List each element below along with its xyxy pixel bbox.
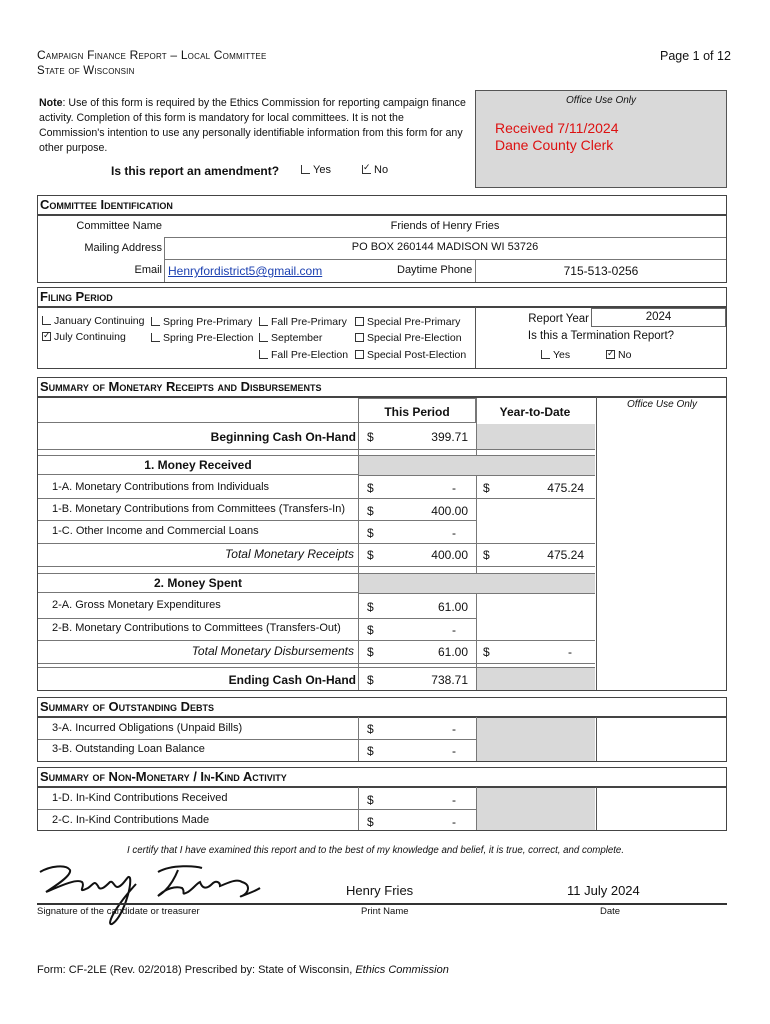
date-label: Date	[600, 906, 621, 917]
beginning-cash-value[interactable]: 399.71	[431, 430, 468, 444]
note-paragraph	[39, 96, 469, 156]
checkbox-icon[interactable]	[355, 350, 364, 359]
date-value[interactable]: 11 July 2024	[567, 883, 640, 898]
print-name-value[interactable]: Henry Fries	[346, 883, 414, 898]
committee-name-field[interactable]: Friends of Henry Fries	[390, 220, 500, 232]
email-label: Email	[134, 264, 162, 276]
summary-section-title: Summary of Monetary Receipts and Disbursements	[40, 379, 322, 394]
money-spent-title: 2. Money Spent	[153, 576, 242, 590]
row-2c-label: 2-C. In-Kind Contributions Made	[52, 814, 210, 826]
amendment-no[interactable]	[362, 164, 388, 176]
ytd-shaded-cell	[477, 424, 595, 449]
total-receipts-period[interactable]: 400.00	[431, 548, 468, 562]
filing-option-special-election[interactable]: Special Pre-Election	[355, 332, 462, 344]
row-1c-label: 1-C. Other Income and Commercial Loans	[52, 525, 259, 537]
checkbox-checked-icon[interactable]	[606, 350, 615, 359]
currency-symbol: $	[367, 481, 374, 495]
amendment-yes[interactable]	[301, 164, 331, 176]
row-1d-label: 1-D. In-Kind Contributions Received	[52, 792, 228, 804]
mailing-address-field[interactable]: PO BOX 260144 MADISON WI 53726	[351, 241, 539, 253]
currency-symbol: $	[367, 815, 374, 829]
filing-option-january[interactable]: January Continuing	[42, 315, 144, 327]
currency-symbol: $	[367, 504, 374, 518]
currency-symbol: $	[367, 793, 374, 807]
page-number: Page 1 of 12	[660, 49, 731, 63]
filing-option-special-post[interactable]: Special Post-Election	[355, 349, 466, 361]
termination-yes[interactable]: Yes	[541, 349, 570, 361]
money-received-title: 1. Money Received	[144, 458, 252, 472]
row-2b-period[interactable]: -	[452, 623, 456, 637]
filing-option-spring-election[interactable]: Spring Pre-Election	[151, 332, 253, 344]
currency-symbol: $	[367, 548, 374, 562]
currency-symbol: $	[367, 722, 374, 736]
daytime-phone-field[interactable]: 715-513-0256	[563, 264, 639, 278]
filing-option-september[interactable]: September	[259, 332, 322, 344]
beginning-cash-label: Beginning Cash On-Hand	[210, 430, 356, 444]
row-1b-period[interactable]: 400.00	[431, 504, 468, 518]
currency-symbol: $	[367, 600, 374, 614]
footer-form-text: Form: CF-2LE (Rev. 02/2018) Prescribed by: State of Wisconsin,	[37, 964, 356, 976]
ytd-shaded-cell	[477, 668, 595, 690]
row-3b-value[interactable]: -	[452, 744, 456, 758]
amendment-no-label: No	[374, 164, 389, 176]
row-2c-value[interactable]: -	[452, 815, 456, 829]
currency-symbol: $	[367, 623, 374, 637]
amendment-yes-label: Yes	[313, 164, 331, 176]
row-1d-value[interactable]: -	[452, 793, 456, 807]
received-stamp-line1: Received 7/11/2024	[495, 120, 619, 136]
signature-graphic	[36, 858, 276, 928]
form-subtitle: State of Wisconsin	[37, 65, 135, 77]
row-1a-ytd[interactable]: 475.24	[547, 481, 584, 495]
mailing-address-label: Mailing Address	[84, 242, 162, 254]
total-receipts-label: Total Monetary Receipts	[225, 547, 354, 561]
summary-office-use-label: Office Use Only	[626, 399, 698, 410]
row-1c-period[interactable]: -	[452, 526, 456, 540]
col-ytd-label: Year-to-Date	[499, 405, 571, 419]
currency-symbol: $	[483, 645, 490, 659]
checkbox-icon[interactable]	[259, 350, 268, 359]
report-year-value: 2024	[645, 311, 672, 323]
currency-symbol: $	[367, 673, 374, 687]
note-text: : Use of this form is required by the Ethics Commission for reporting campaign finance activity. Completion of this form is mandatory for local committees. It is not the Commission's intention to use any personally identifiable information from this form for any other purpose.	[39, 97, 466, 154]
report-year-label: Report Year	[528, 313, 589, 325]
form-footer	[37, 964, 449, 976]
debts-section-title: Summary of Outstanding Debts	[40, 699, 214, 714]
note-label: Note	[39, 97, 63, 109]
filing-option-july[interactable]: ✓July Continuing	[42, 331, 126, 343]
checkbox-icon[interactable]	[541, 350, 550, 359]
checkbox-icon[interactable]	[259, 317, 268, 326]
row-2a-label: 2-A. Gross Monetary Expenditures	[52, 599, 221, 611]
form-title: Campaign Finance Report – Local Committee	[37, 48, 267, 62]
currency-symbol: $	[367, 645, 374, 659]
row-3a-label: 3-A. Incurred Obligations (Unpaid Bills)	[52, 722, 243, 734]
office-use-label: Office Use Only	[566, 95, 637, 106]
filing-option-spring-primary[interactable]: Spring Pre-Primary	[151, 316, 252, 328]
spent-shaded-cell	[359, 573, 595, 594]
header-spacer	[38, 398, 358, 423]
checkbox-icon[interactable]	[301, 165, 310, 174]
col-this-period-label: This Period	[384, 405, 450, 419]
row-2a-period[interactable]: 61.00	[437, 600, 468, 614]
office-use-box	[475, 90, 727, 188]
total-disbursements-ytd[interactable]: -	[568, 645, 572, 659]
row-3a-value[interactable]: -	[452, 722, 456, 736]
footer-agency: Ethics Commission	[355, 964, 449, 976]
currency-symbol: $	[483, 481, 490, 495]
currency-symbol: $	[367, 744, 374, 758]
currency-symbol: $	[367, 526, 374, 540]
received-shaded-cell	[359, 455, 595, 476]
filing-option-fall-election[interactable]: Fall Pre-Election	[259, 349, 348, 361]
amendment-question: Is this report an amendment?	[111, 164, 280, 178]
print-name-label: Print Name	[361, 906, 409, 917]
committee-name-label: Committee Name	[76, 220, 162, 232]
termination-no[interactable]: ✓ No	[606, 349, 631, 361]
filing-option-special-primary[interactable]: Special Pre-Primary	[355, 316, 460, 328]
ending-cash-value[interactable]: 738.71	[431, 673, 468, 687]
row-3b-label: 3-B. Outstanding Loan Balance	[52, 743, 205, 755]
inkind-section-title: Summary of Non-Monetary / In-Kind Activity	[40, 769, 287, 784]
row-1b-label: 1-B. Monetary Contributions from Committees (Transfers-In)	[52, 503, 346, 515]
row-2b-label: 2-B. Monetary Contributions to Committees (Transfers-Out)	[52, 622, 341, 634]
email-field[interactable]: Henryfordistrict5@gmail.com	[168, 264, 323, 278]
signature-label: Signature of the candidate or treasurer	[37, 906, 200, 917]
row-1a-period[interactable]: -	[452, 481, 456, 495]
daytime-phone-label: Daytime Phone	[397, 264, 473, 276]
currency-symbol: $	[483, 548, 490, 562]
total-disbursements-period[interactable]: 61.00	[437, 645, 468, 659]
checkbox-icon[interactable]	[42, 316, 51, 325]
total-disbursements-label: Total Monetary Disbursements	[191, 644, 354, 658]
checkbox-icon[interactable]	[151, 317, 160, 326]
checkbox-icon[interactable]	[355, 317, 364, 326]
checkbox-checked-icon[interactable]	[362, 165, 371, 174]
checkbox-checked-icon[interactable]	[42, 332, 51, 341]
received-stamp-line2: Dane County Clerk	[495, 137, 614, 153]
ending-cash-label: Ending Cash On-Hand	[228, 673, 356, 687]
committee-section-title: Committee Identification	[40, 197, 173, 212]
total-receipts-ytd[interactable]: 475.24	[547, 548, 584, 562]
certification-statement: I certify that I have examined this report and to the best of my knowledge and belief, it is true, correct, and complete.	[127, 845, 625, 856]
signature-text	[130, 880, 131, 881]
currency-symbol: $	[367, 430, 374, 444]
checkbox-icon[interactable]	[259, 333, 268, 342]
debts-shaded-cell	[477, 718, 595, 761]
checkbox-icon[interactable]	[151, 333, 160, 342]
filing-section-title: Filing Period	[40, 289, 113, 304]
filing-option-fall-primary[interactable]: Fall Pre-Primary	[259, 316, 347, 328]
row-1a-label: 1-A. Monetary Contributions from Individuals	[52, 481, 270, 493]
inkind-shaded-cell	[477, 788, 595, 830]
checkbox-icon[interactable]	[355, 333, 364, 342]
termination-question: Is this a Termination Report?	[527, 330, 675, 342]
